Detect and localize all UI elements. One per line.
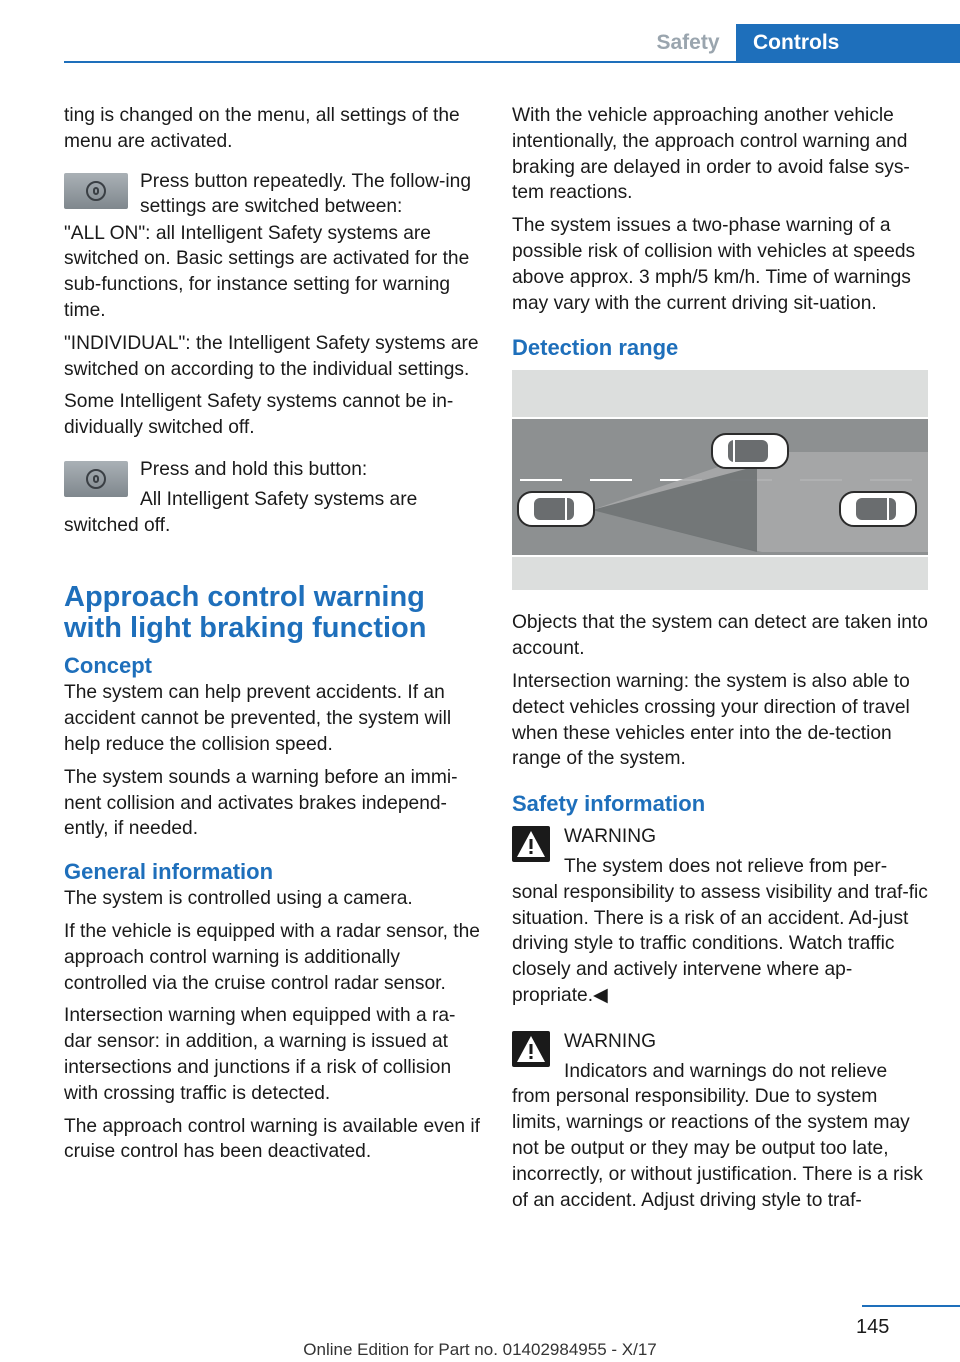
warning-block-1 (512, 824, 928, 1009)
button-instruction-text: Press button repeatedly. The follow-ing settings are switched between: (140, 170, 471, 218)
footer-edition: Online Edition for Part no. 01402984955 - X/17 (303, 1340, 657, 1359)
subheading-general-information: General information (64, 859, 274, 885)
safety-button-icon (64, 461, 128, 497)
paragraph: With the vehicle approaching another vehicle intentionally, the approach control warning and braking are delayed in order to avoid false sys-tem reactions. (512, 105, 910, 204)
own-vehicle-icon (518, 492, 594, 526)
paragraph: Intersection warning: the system is also able to detect vehicles crossing your direction of travel when these vehicles enter into the de-tection range of the system. (512, 670, 910, 770)
paragraph: ting is changed on the menu, all settings of the menu are activated. (64, 105, 460, 152)
subheading-safety-information: Safety information (512, 791, 706, 817)
subheading-concept: Concept (64, 653, 152, 679)
warning-text: Indicators and warnings do not relieve from personal responsibility. Due to system limits, warnings or reactions of the system may not be output or they may be output too late, incorrectly, or without justification. There is a risk of an accident. Adjust driving style to traf- (512, 1060, 923, 1211)
detected-vehicle-icon (840, 492, 916, 526)
warning-label: WARNING (564, 1030, 657, 1052)
left-column (64, 103, 480, 1172)
page-number: 145 (856, 1316, 890, 1338)
warning-label: WARNING (564, 826, 657, 848)
header-section-tab[interactable]: Safety (656, 31, 720, 54)
header-chapter-tab[interactable]: Controls (736, 24, 960, 62)
right-column (512, 103, 928, 1220)
paragraph: "INDIVIDUAL": the Intelligent Safety systems are switched on according to the individual settings. (64, 332, 479, 380)
paragraph: Objects that the system can detect are taken into account. (512, 612, 928, 660)
paragraph: Some Intelligent Safety systems cannot be in-dividually switched off. (64, 391, 454, 439)
paragraph: The approach control warning is available even if cruise control has been deactivated. (64, 1115, 480, 1163)
section-heading: Approach control warning with light braking function (64, 581, 427, 645)
button-instruction-1 (64, 169, 480, 221)
header-rule (64, 61, 960, 63)
footer-rule (862, 1305, 960, 1307)
warning-text: The system does not relieve from per-sonal responsibility to assess visibility and traf-fic situation. There is a risk of an accident. Ad-just driving style to traffic conditions. Watch traffic closely and actively intervene where ap-propriate.◀ (512, 855, 928, 1006)
safety-button-icon (64, 173, 128, 209)
page-header (0, 0, 960, 64)
warning-triangle-icon (512, 826, 550, 862)
paragraph: Intersection warning when equipped with a ra-dar sensor: in addition, a warning is issued at intersections and junctions if a risk of collision with crossing traffic is detected. (64, 1005, 456, 1104)
paragraph: "ALL ON": all Intelligent Safety systems are switched on. Basic settings are activated for the sub-functions, for instance setting for warning time. (64, 222, 470, 321)
button-instruction-text: Press and hold this button: (140, 458, 368, 480)
paragraph: The system sounds a warning before an immi-nent collision and activates brakes independ-ently, if needed. (64, 766, 458, 840)
subheading-detection-range: Detection range (512, 335, 679, 361)
vehicle-ahead-icon (712, 434, 788, 468)
detection-range-illustration (512, 370, 928, 590)
button-instruction-2 (64, 457, 480, 538)
warning-block-2 (512, 1029, 928, 1214)
button-instruction-text: All Intelligent Safety systems are switched off. (64, 488, 418, 536)
paragraph: The system can help prevent accidents. If an accident cannot be prevented, the system will help reduce the collision speed. (64, 682, 452, 755)
paragraph: The system is controlled using a camera. (64, 888, 413, 910)
warning-triangle-icon (512, 1031, 550, 1067)
paragraph: The system issues a two-phase warning of a possible risk of collision with vehicles at speeds above approx. 3 mph/5 km/h. Time of warnings may vary with the current driving sit-uation. (512, 215, 916, 314)
paragraph: If the vehicle is equipped with a radar sensor, the approach control warning is additionally controlled via the cruise control radar sensor. (64, 920, 480, 994)
